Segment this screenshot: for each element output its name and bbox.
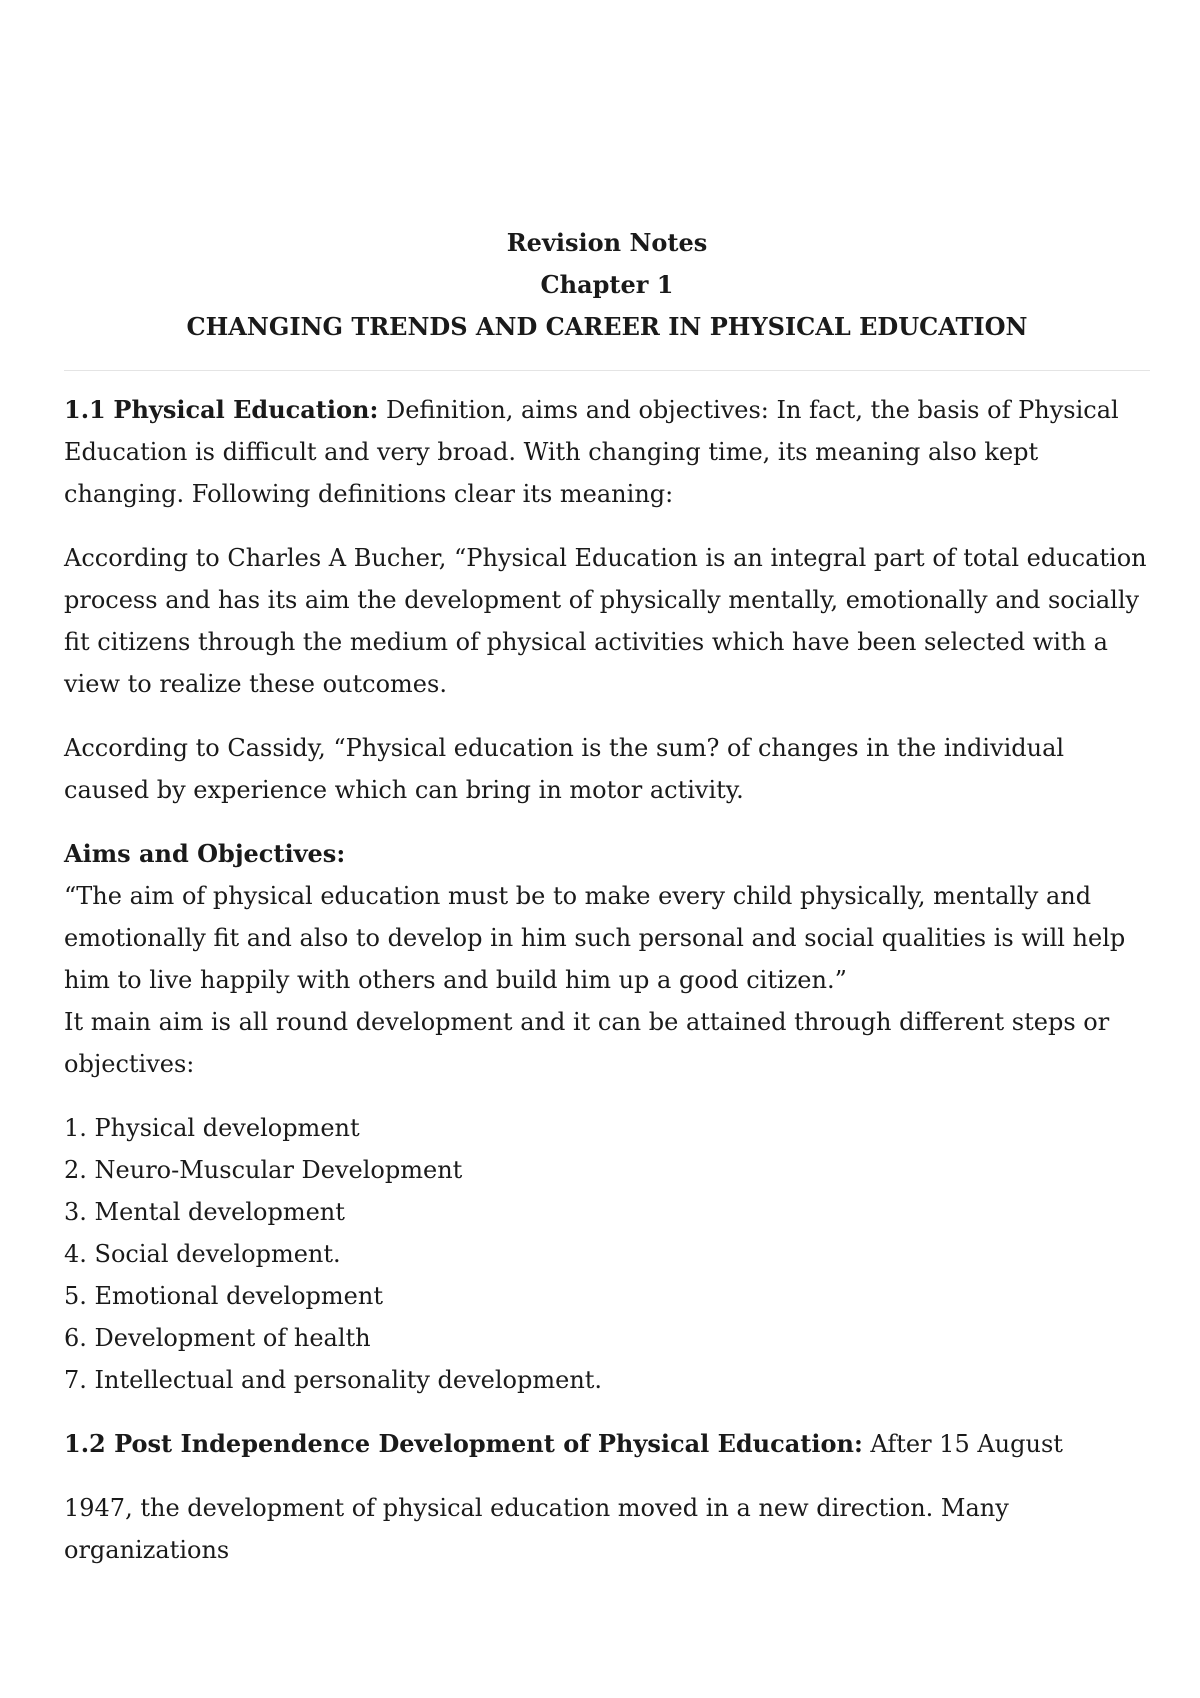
section-1-2-heading: 1.2 Post Independence Development of Physical Education: [64,1429,863,1458]
section-1-1-text: Definition, aims and objectives: In fact, the basis of Physical Education is difficult and very broad. With changing time, its meaning also kept changing. Following definitions clear its meaning: [64,396,1119,508]
definition-bucher: According to Charles A Bucher, “Physical Education is an integral part of total education process and has its aim the development of physically mentally, emotionally and socially fit citizens through the medium of physical activities which have been selected with a view to realize these outcomes. [64,544,1147,698]
objectives-list [64,1107,1150,1401]
aims-followup: It main aim is all round development and it can be attained through different steps or objectives: [64,1008,1110,1078]
section-1-1-number: 1.1 [64,395,106,424]
list-item: 5. Emotional development [64,1282,383,1310]
document-header [64,222,1150,348]
chapter-subtitle: CHANGING TRENDS AND CAREER IN PHYSICAL EDUCATION [186,312,1028,341]
list-item: 3. Mental development [64,1198,345,1226]
list-item: 1. Physical development [64,1114,360,1142]
section-1-2-continuation: 1947, the development of physical education moved in a new direction. Many organizations [64,1494,1009,1564]
list-item: 4. Social development. [64,1240,341,1268]
list-item: 2. Neuro-Muscular Development [64,1156,463,1184]
section-1-1-heading: Physical Education: [113,395,379,424]
list-item: 7. Intellectual and personality development. [64,1366,603,1394]
aims-quote: “The aim of physical education must be to make every child physically, mentally and emotionally fit and also to develop in him such personal and social qualities is will help him to live happily with others and build him up a good citizen.” [64,882,1126,994]
section-1-2-paragraph [64,1423,1150,1465]
document-title: Revision Notes [506,228,708,257]
aims-heading-text: Aims and Objectives: [64,839,346,868]
section-1-1-paragraph [64,389,1150,515]
chapter-label: Chapter 1 [540,270,674,299]
list-item: 6. Development of health [64,1324,371,1352]
section-1-2-text: After 15 August [862,1430,1063,1458]
header-divider [64,370,1150,371]
definition-cassidy: According to Cassidy, “Physical education is the sum? of changes in the individual caused by experience which can bring in motor activity. [64,734,1065,804]
aims-heading [64,833,1150,875]
